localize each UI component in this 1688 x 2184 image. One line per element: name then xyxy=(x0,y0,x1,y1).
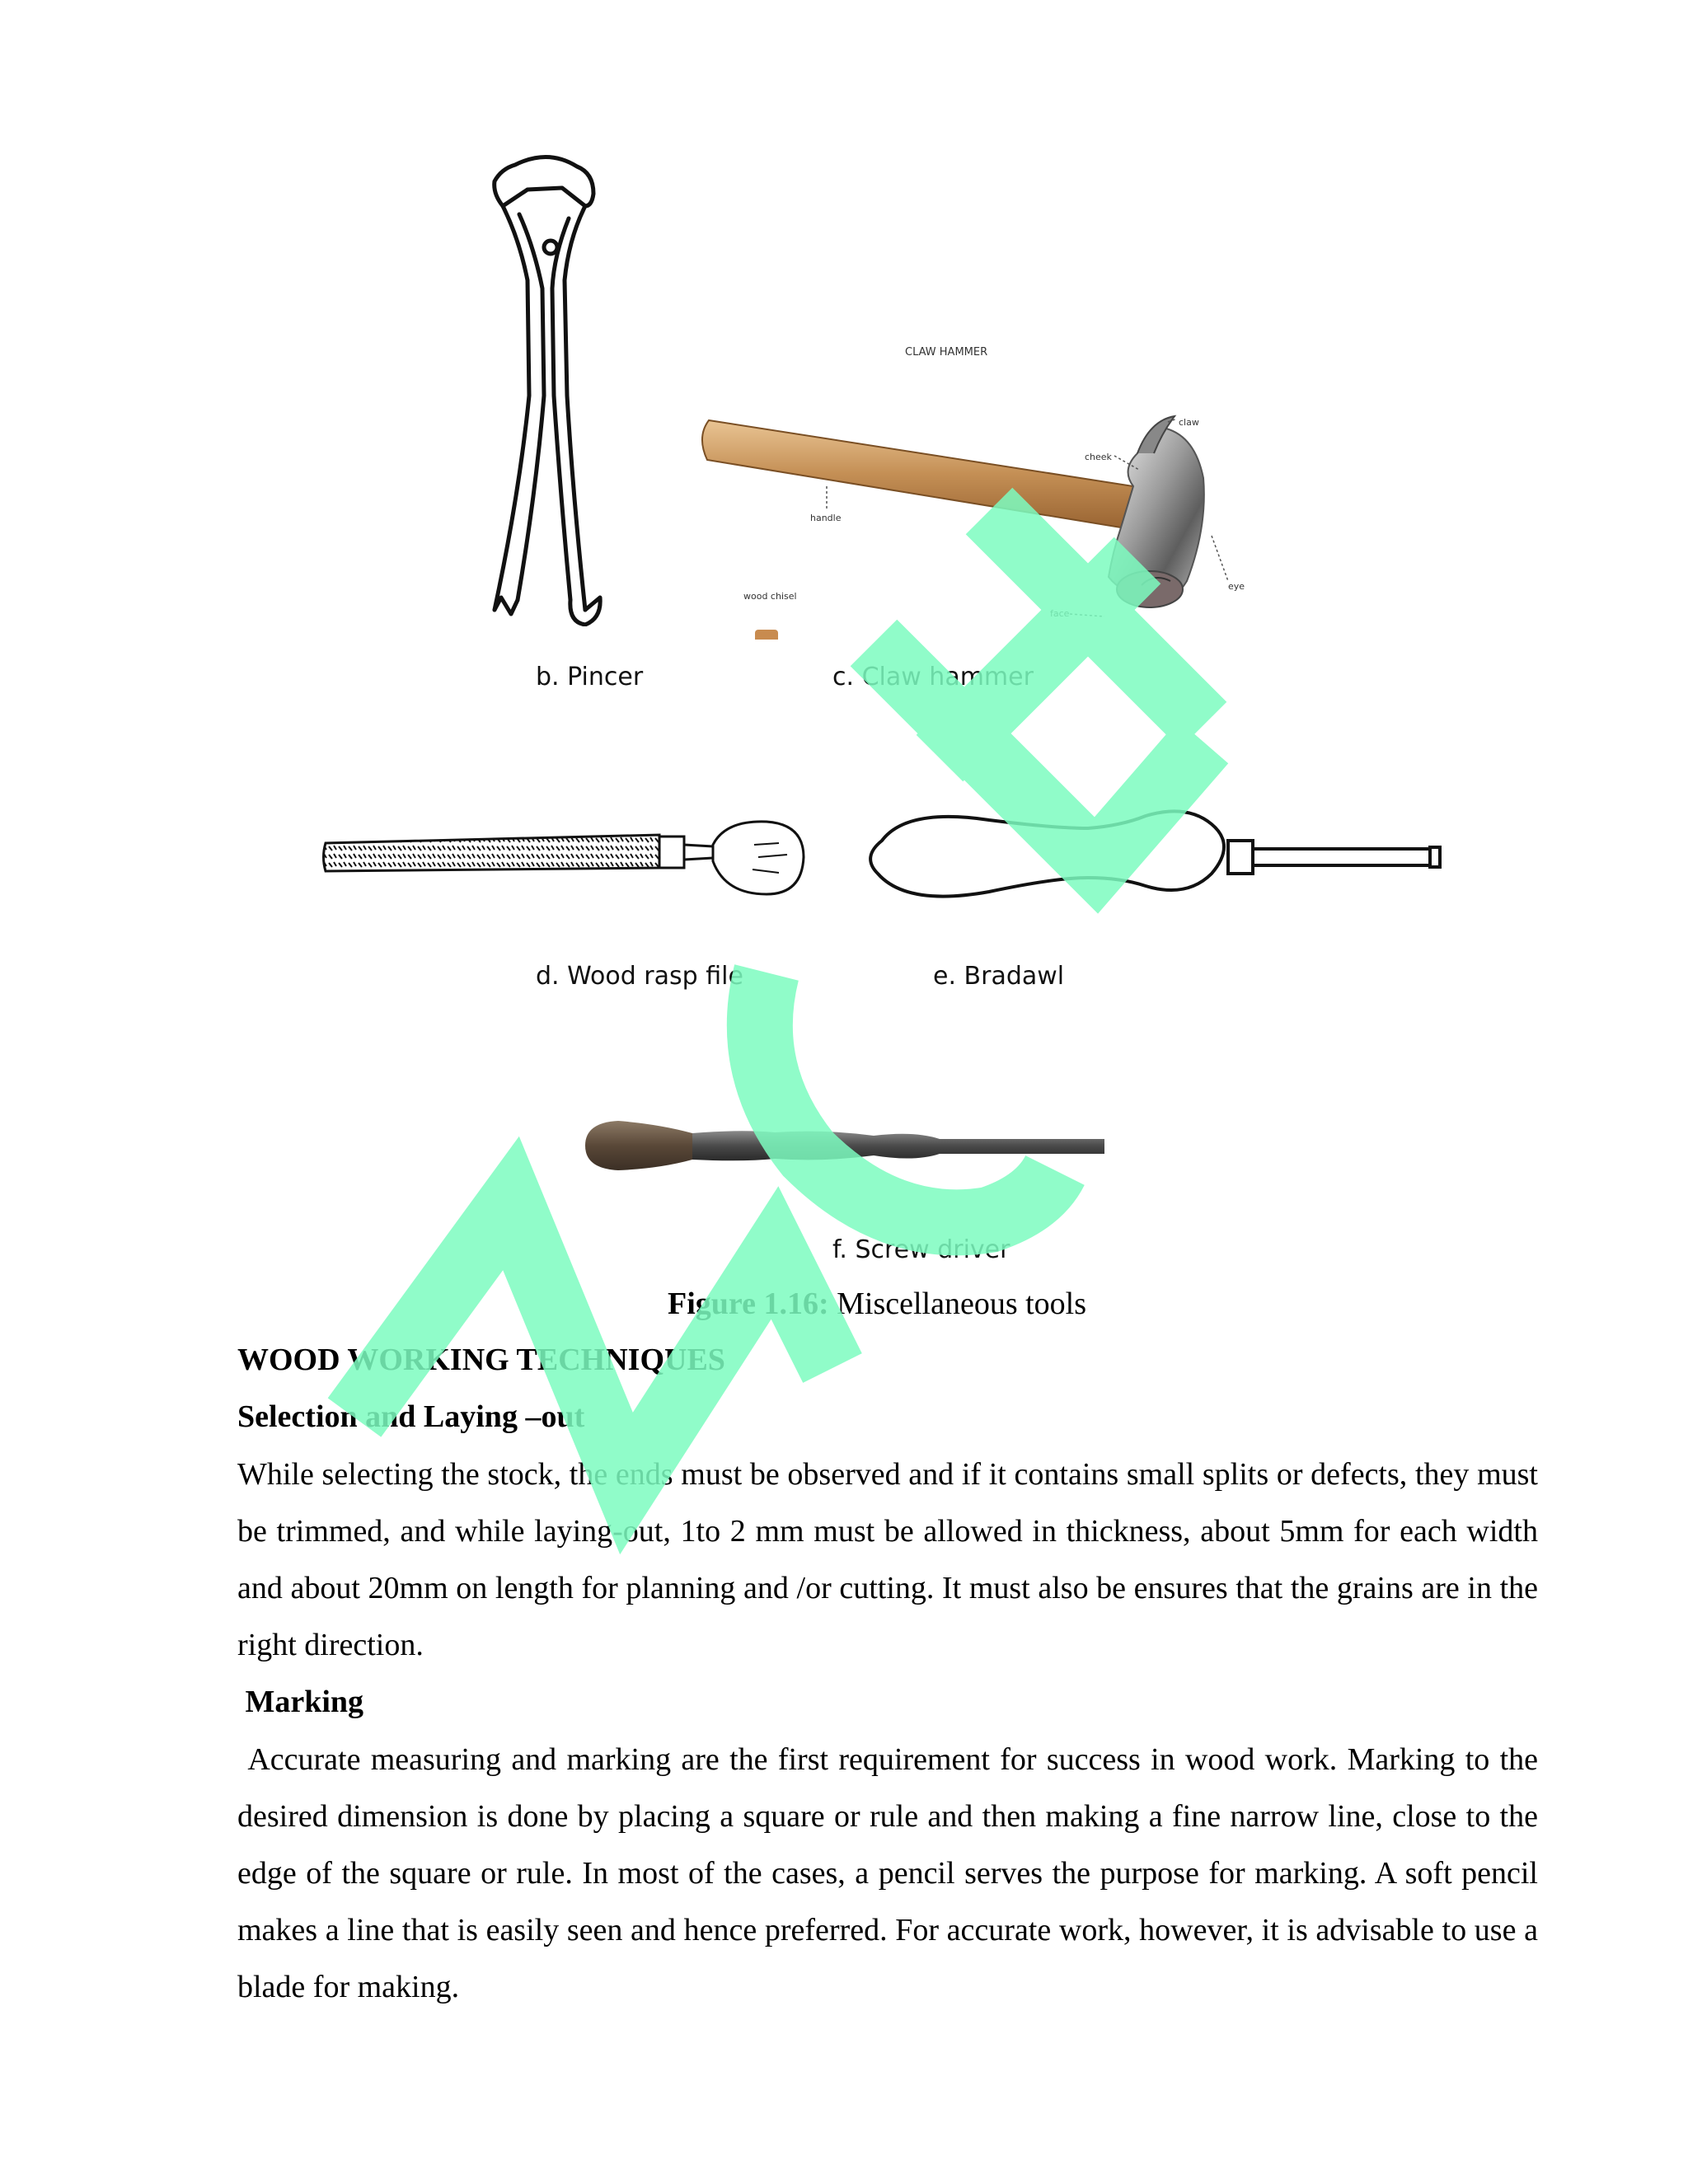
wood-chisel-thumbnail xyxy=(755,630,778,640)
section-title: WOOD WORKING TECHNIQUES xyxy=(237,1343,725,1377)
caption-claw-hammer: c. Claw hammer xyxy=(832,663,1034,691)
caption-screw-driver: f. Screw driver xyxy=(832,1235,1010,1264)
hammer-diagram-title: CLAW HAMMER xyxy=(905,346,988,359)
hammer-label-face: face xyxy=(1050,608,1070,619)
screw-driver-illustration xyxy=(577,1113,1113,1179)
paragraph-marking: Accurate measuring and marking are the first requirement for success in wood work. Marking to the desired dimension is done by placing a square or rule and then making a fine narrow line, close to the edge of the square or rule. In most of the cases, a pencil serves the purpose for marking. A soft pencil makes a line that is easily seen and hence preferred. For accurate work, however, it is advisable to use a blade for making. xyxy=(237,1742,1546,2004)
figure-caption xyxy=(668,1286,1086,1322)
paragraph-selection: While selecting the stock, the ends must be observed and if it contains small splits or defects, they must be trimmed, and while laying-out, 1to 2 mm must be allowed in thickness, about 5mm for each width and about 20mm on length for planning and /or cutting. It must also be ensures that the grains are in the right direction. xyxy=(237,1457,1538,1662)
hammer-label-handle: handle xyxy=(810,513,842,523)
hammer-label-claw: claw xyxy=(1179,417,1199,428)
caption-bradawl: e. Bradawl xyxy=(933,962,1065,991)
caption-pincer: b. Pincer xyxy=(536,663,644,691)
hammer-label-cheek: cheek xyxy=(1085,452,1112,462)
hammer-label-eye: eye xyxy=(1228,581,1245,592)
subsection-title-marking: Marking xyxy=(237,1685,364,1719)
figure-caption-number: Figure 1.16: xyxy=(668,1286,829,1321)
subsection-title-selection: Selection and Laying –out xyxy=(237,1399,585,1434)
bradawl-illustration xyxy=(857,799,1451,923)
wood-rasp-file-illustration xyxy=(317,812,812,902)
figure-caption-text: Miscellaneous tools xyxy=(828,1286,1087,1321)
wood-chisel-label: wood chisel xyxy=(743,591,797,602)
caption-wood-rasp-file: d. Wood rasp file xyxy=(536,962,743,991)
